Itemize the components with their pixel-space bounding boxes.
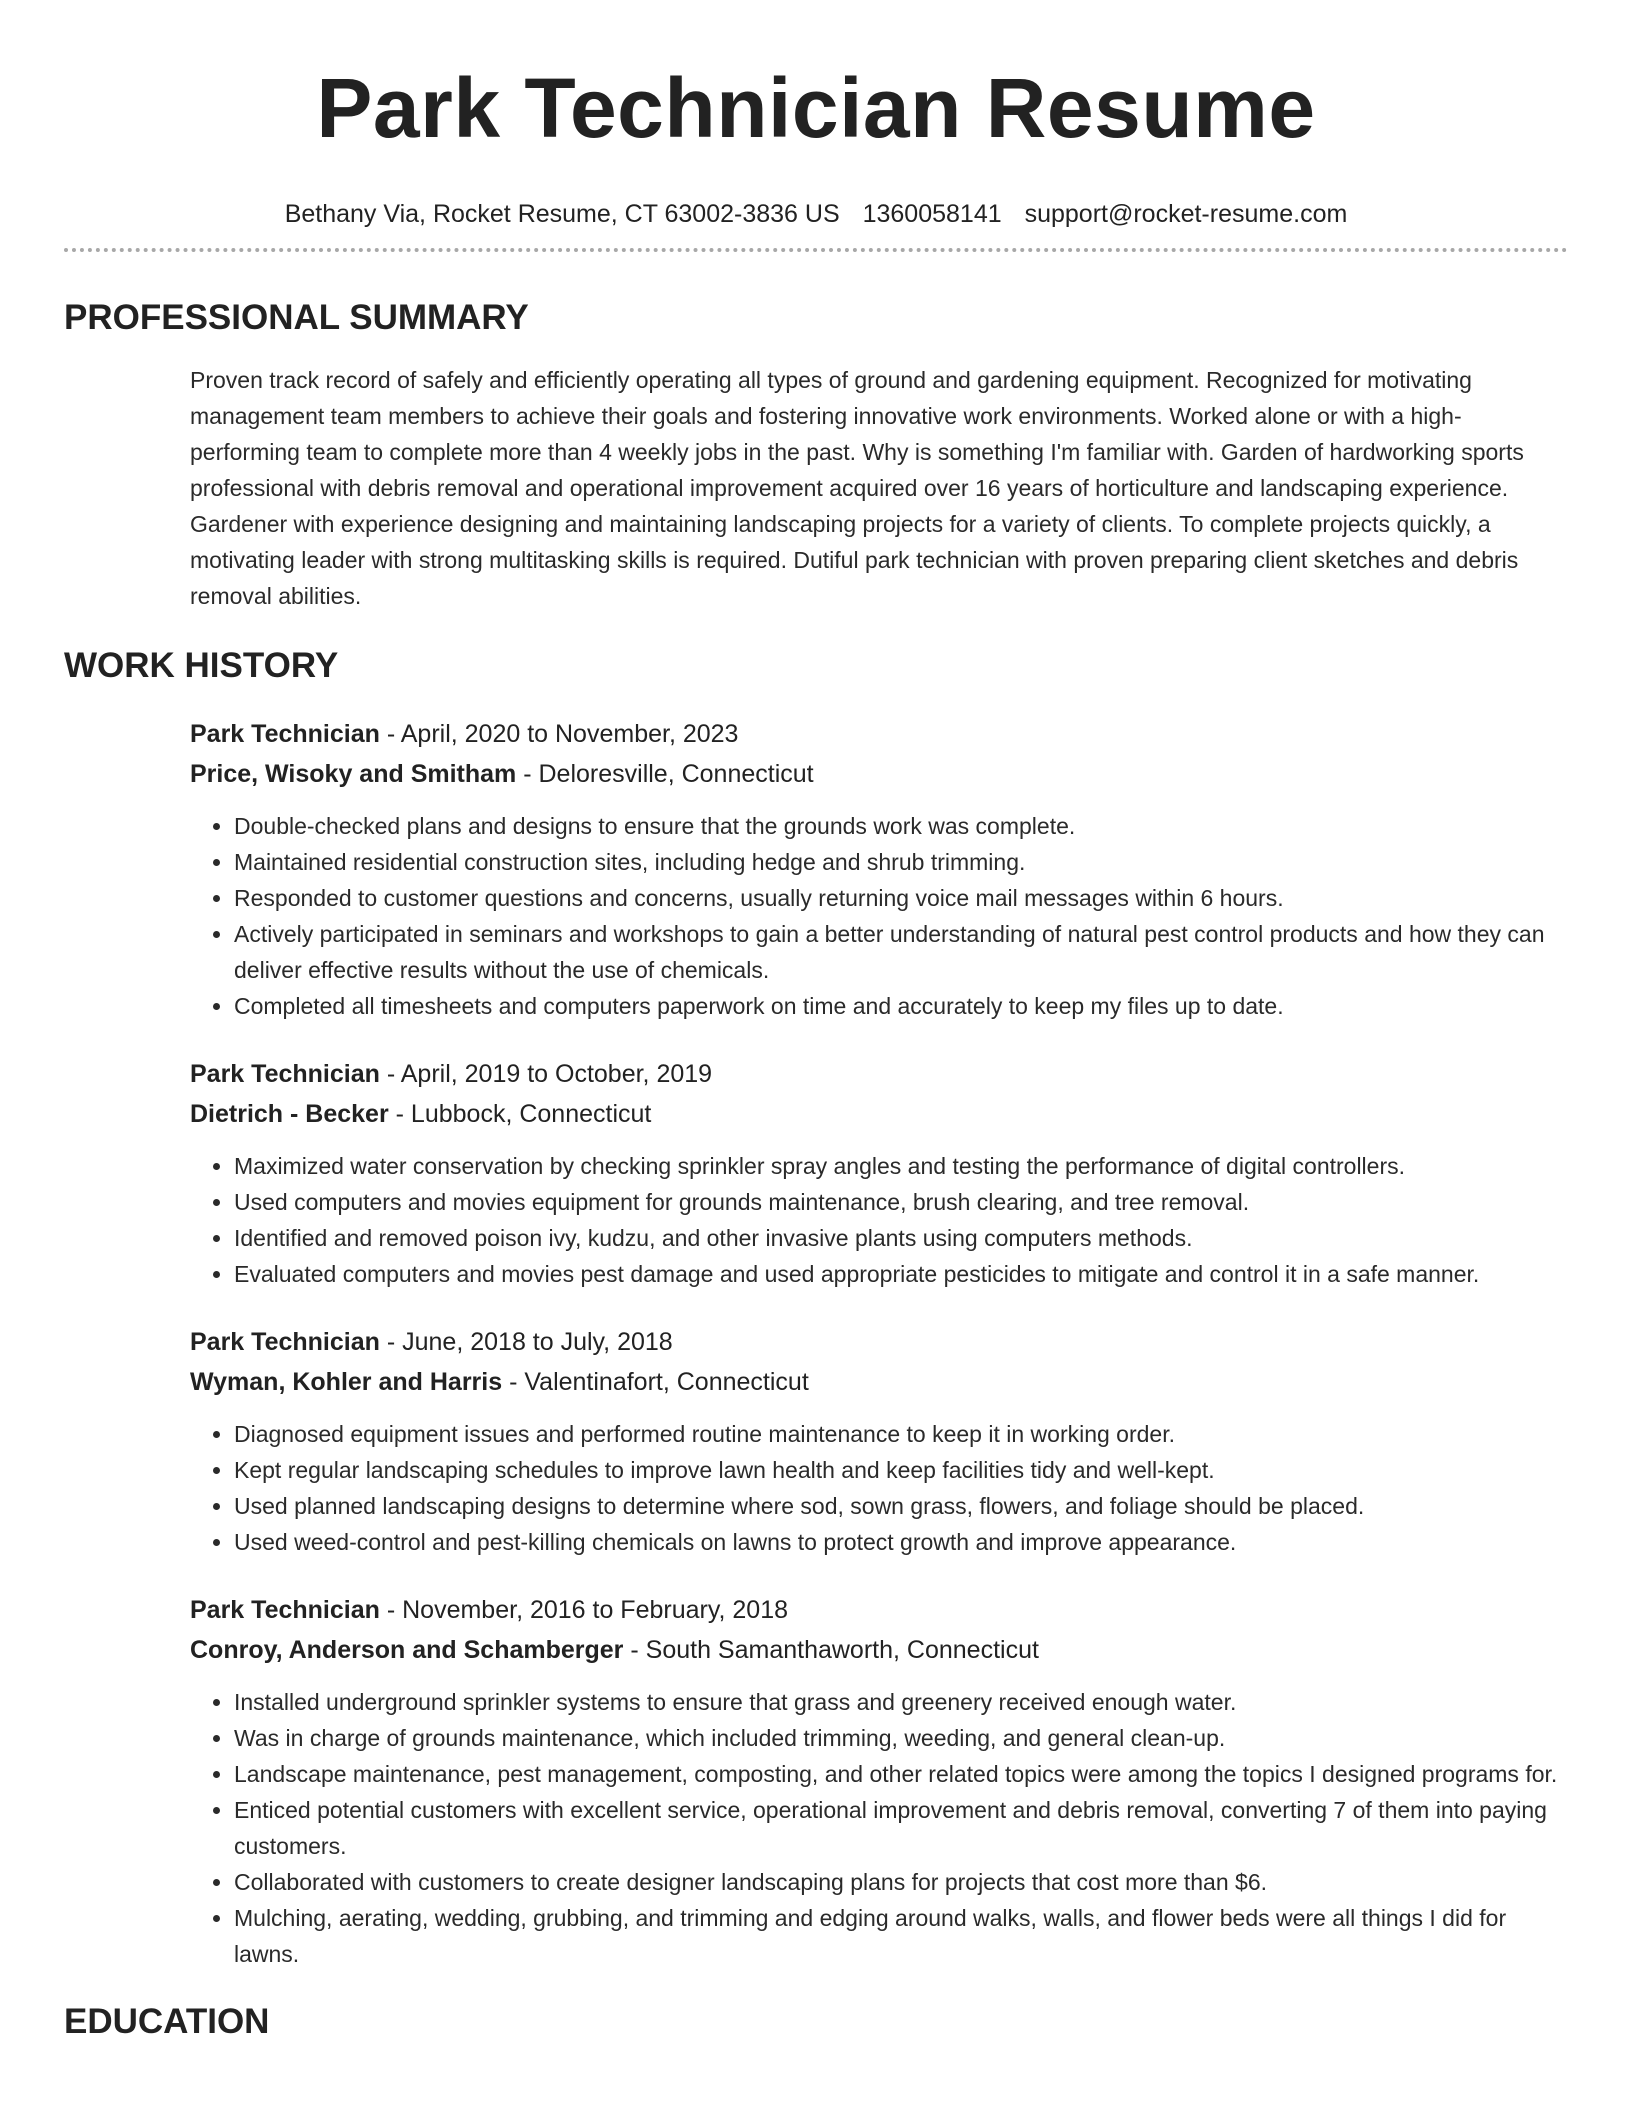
job-entry	[190, 1590, 1568, 1972]
job-bullet: • Actively participated in seminars and workshops to gain a better understanding of natural pest control products and how they can deliver effective results without the use of chemicals.	[234, 916, 1568, 988]
job-bullet: • Maximized water conservation by checking sprinkler spray angles and testing the performance of digital controllers.	[234, 1148, 1568, 1184]
job-bullet: • Diagnosed equipment issues and performed routine maintenance to keep it in working order.	[234, 1416, 1568, 1452]
work-history-heading: WORK HISTORY	[64, 646, 339, 685]
job-entry	[190, 1054, 1568, 1292]
job-title-line	[190, 1590, 1568, 1630]
job-company: Wyman, Kohler and Harris	[190, 1368, 503, 1396]
job-bullets	[190, 1684, 1568, 1972]
education-heading: EDUCATION	[64, 2002, 270, 2041]
job-bullet: • Was in charge of grounds maintenance, which included trimming, weeding, and general clean-up.	[234, 1720, 1568, 1756]
job-company-line	[190, 1094, 1568, 1134]
job-company-line	[190, 754, 1568, 794]
job-dates: - June, 2018 to July, 2018	[379, 1328, 673, 1356]
job-bullet: • Evaluated computers and movies pest damage and used appropriate pesticides to mitigate and control it in a safe manner.	[234, 1256, 1568, 1292]
job-bullet: • Collaborated with customers to create designer landscaping plans for projects that cost more than $6.	[234, 1864, 1568, 1900]
contact-line	[64, 198, 1568, 230]
job-title: Park Technician	[190, 720, 380, 748]
job-bullet: • Enticed potential customers with excellent service, operational improvement and debris removal, converting 7 of them into paying customers.	[234, 1792, 1568, 1864]
job-dates: - April, 2019 to October, 2019	[379, 1060, 713, 1088]
resume-page	[64, 0, 1568, 2044]
job-bullet: • Responded to customer questions and concerns, usually returning voice mail messages within 6 hours.	[234, 880, 1568, 916]
job-title: Park Technician	[190, 1328, 380, 1356]
job-bullets	[190, 808, 1568, 1024]
job-title-line	[190, 714, 1568, 754]
resume-title: Park Technician Resume	[316, 61, 1316, 155]
contact-phone: 1360058141	[862, 200, 1002, 228]
job-location: - Lubbock, Connecticut	[388, 1100, 652, 1128]
job-bullet: • Landscape maintenance, pest management, composting, and other related topics were among the topics I designed programs for.	[234, 1756, 1568, 1792]
job-bullet: • Maintained residential construction sites, including hedge and shrub trimming.	[234, 844, 1568, 880]
job-dates: - April, 2020 to November, 2023	[379, 720, 739, 748]
job-company-line	[190, 1630, 1568, 1670]
job-company: Dietrich - Becker	[190, 1100, 389, 1128]
job-company: Price, Wisoky and Smitham	[190, 760, 517, 788]
job-title-line	[190, 1322, 1568, 1362]
summary-text: Proven track record of safely and efficiently operating all types of ground and gardening equipment. Recognized for motivating management team members to achieve their goals and fostering innovative work environments. Worked alone or with a high-performing team to complete more than 4 weekly jobs in the past. Why is something I'm familiar with. Garden of hardworking sports professional with debris removal and operational improvement acquired over 16 years of horticulture and landscaping experience. Gardener with experience designing and maintaining landscaping projects for a variety of clients. To complete projects quickly, a motivating leader with strong multitasking skills is required. Dutiful park technician with proven preparing client sketches and debris removal abilities.	[190, 367, 1524, 609]
job-location: - Valentinafort, Connecticut	[502, 1368, 809, 1396]
header-divider	[64, 248, 1568, 252]
job-title: Park Technician	[190, 1060, 380, 1088]
job-entry	[190, 714, 1568, 1024]
job-title-line	[190, 1054, 1568, 1094]
job-bullet: • Used weed-control and pest-killing chemicals on lawns to protect growth and improve appearance.	[234, 1524, 1568, 1560]
job-bullet: • Used planned landscaping designs to determine where sod, sown grass, flowers, and foliage should be placed.	[234, 1488, 1568, 1524]
summary-heading: PROFESSIONAL SUMMARY	[64, 298, 529, 337]
contact-email: support@rocket-resume.com	[1024, 200, 1348, 228]
job-bullet: • Double-checked plans and designs to ensure that the grounds work was complete.	[234, 808, 1568, 844]
job-location: - South Samanthaworth, Connecticut	[623, 1636, 1039, 1664]
job-location: - Deloresville, Connecticut	[516, 760, 814, 788]
job-bullets	[190, 1416, 1568, 1560]
contact-address: Bethany Via, Rocket Resume, CT 63002-3836 US	[284, 200, 840, 228]
job-bullets	[190, 1148, 1568, 1292]
job-entry	[190, 1322, 1568, 1560]
job-bullet: • Identified and removed poison ivy, kudzu, and other invasive plants using computers methods.	[234, 1220, 1568, 1256]
job-bullet: • Installed underground sprinkler systems to ensure that grass and greenery received enough water.	[234, 1684, 1568, 1720]
job-company-line	[190, 1362, 1568, 1402]
job-bullet: • Kept regular landscaping schedules to improve lawn health and keep facilities tidy and well-kept.	[234, 1452, 1568, 1488]
job-bullet: • Used computers and movies equipment for grounds maintenance, brush clearing, and tree removal.	[234, 1184, 1568, 1220]
job-bullet: • Mulching, aerating, wedding, grubbing, and trimming and edging around walks, walls, and flower beds were all things I did for lawns.	[234, 1900, 1568, 1972]
job-title: Park Technician	[190, 1596, 380, 1624]
job-company: Conroy, Anderson and Schamberger	[190, 1636, 624, 1664]
job-dates: - November, 2016 to February, 2018	[379, 1596, 788, 1624]
job-bullet: • Completed all timesheets and computers paperwork on time and accurately to keep my files up to date.	[234, 988, 1568, 1024]
work-history-list	[190, 714, 1568, 1972]
